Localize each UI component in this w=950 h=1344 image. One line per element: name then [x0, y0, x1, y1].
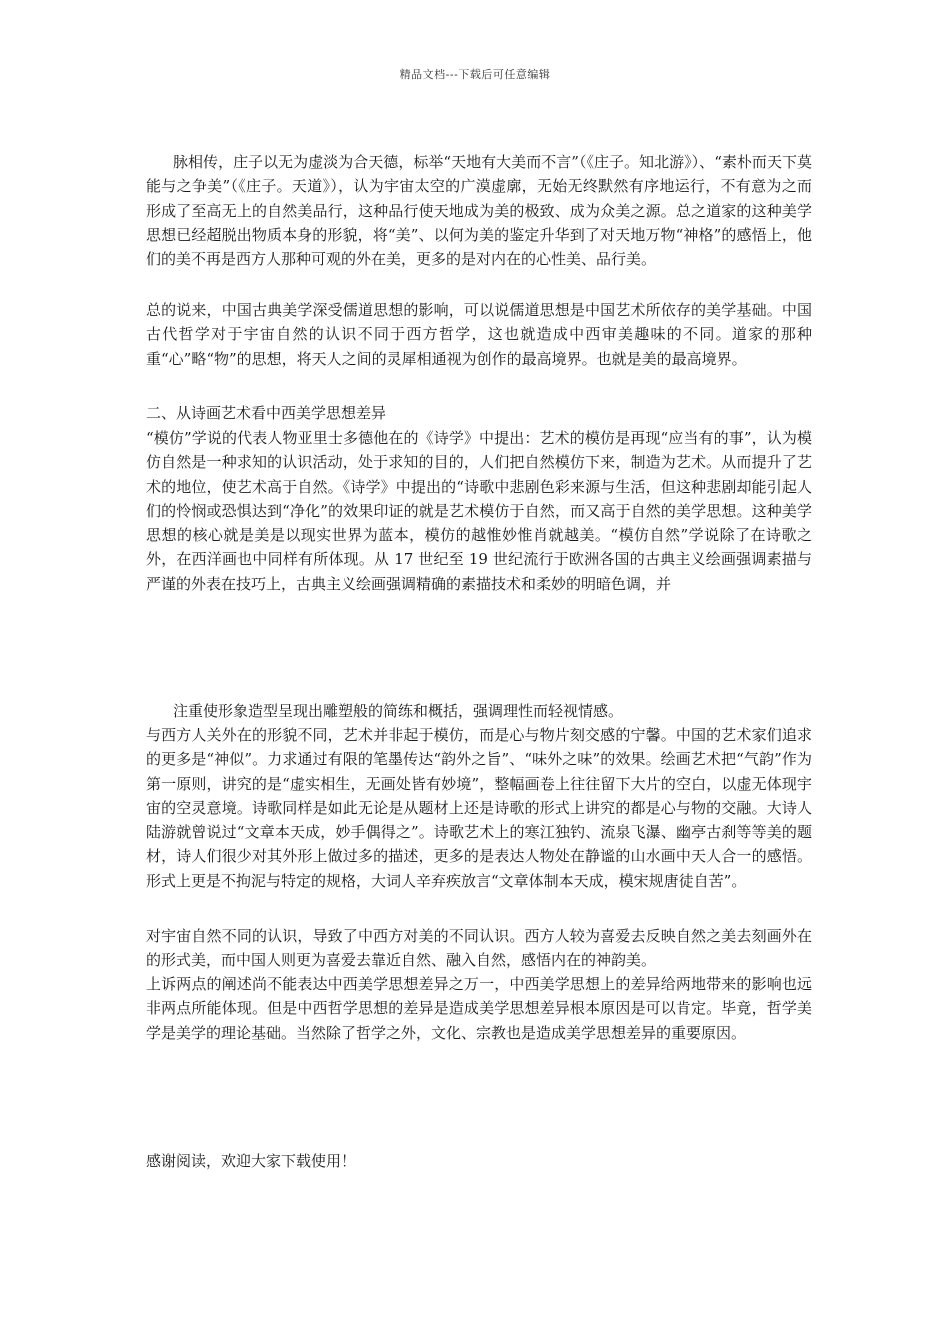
section-heading: 二、从诗画艺术看中西美学思想差异 [146, 404, 387, 422]
thanks-note: 感谢阅读，欢迎大家下载使用！ [146, 1152, 357, 1170]
page-header: 精品文档---下载后可任意编辑 [399, 68, 551, 81]
paragraph-nature-views: 对宇宙自然不同的认识，导致了中西方对美的不同认识。西方人较为喜爱去反映自然之美去刻画外在的形式美，而中国人则更为喜爱去靠近自然、融入自然，感悟内在的神韵美。 [146, 927, 812, 970]
paragraph-imitation-theory: “模仿”学说的代表人物亚里士多德他在的《诗学》中提出：艺术的模仿是再现“应当有的事”，认为模仿自然是一种求知的认识活动，处于求知的目的，人们把自然模仿下来，制造为艺术。从而提升了艺术的地位，使艺术高于自然。《诗学》中提出的“诗歌中悲剧色彩来源与生活，但这种悲剧却能引起人们的怜悯或恐惧达到“净化”的效果印证的就是艺术模仿于自然，而又高于自然的美学思想。这种美学思想的核心就是美是以现实世界为蓝本，模仿的越惟妙惟肖就越美。“模仿自然”学说除了在诗歌之外，在西洋画也中同样有所体现。从 17 世纪至 19 世纪流行于欧洲各国的古典主义绘画强调素描与严谨的外表在技巧上，古典主义绘画强调精确的素描技术和柔妙的明暗色调，并 [146, 429, 812, 593]
paragraph-daoist-aesthetics: 脉相传，庄子以无为虚淡为合天德，标举“天地有大美而不言”（《庄子。知北游》）、“素朴而天下莫能与之争美”（《庄子。天道》），认为宇宙太空的广漠虚廓，无始无终默然有序地运行，不有意为之而形成了至高无上的自然美品行，这种品行使天地成为美的极致、成为众美之源。总之道家的这种美学思想已经超脱出物质本身的形貌，将“美”、以何为美的鉴定升华到了对天地万物“神格”的感悟上，他们的美不再是西方人那种可观的外在美，更多的是对内在的心性美、品行美。 [146, 153, 812, 269]
paragraph-chinese-art: 与西方人关外在的形貌不同，艺术并非起于模仿，而是心与物片刻交感的宁馨。中国的艺术家们追求的更多是“神似”。力求通过有限的笔墨传达“韵外之旨”、“味外之味”的效果。绘画艺术把“气韵”作为第一原则，讲究的是“虚实相生，无画处皆有妙境”，整幅画卷上往往留下大片的空白，以虚无体现宇宙的空灵意境。诗歌同样是如此无论是从题材上还是诗歌的形式上讲究的都是心与物的交融。大诗人陆游就曾说过“文章本天成，妙手偶得之”。诗歌艺术上的寒江独钓、流泉飞瀑、幽亭古刹等等美的题材，诗人们很少对其外形上做过多的描述，更多的是表达人物处在静谧的山水画中天人合一的感悟。形式上更是不拘泥与特定的规格，大词人辛弃疾放言“文章体制本天成，模宋规唐徒自苦”。 [146, 726, 812, 890]
paragraph-conclusion: 上诉两点的阐述尚不能表达中西美学思想差异之万一，中西美学思想上的差异给两地带来的影响也远非两点所能体现。但是中西哲学思想的差异是造成美学思想差异根本原因是可以肯定。毕竟，哲学美学是美学的理论基础。当然除了哲学之外，文化、宗教也是造成美学思想差异的重要原因。 [146, 975, 812, 1042]
paragraph-summary: 总的说来，中国古典美学深受儒道思想的影响，可以说儒道思想是中国艺术所依存的美学基础。中国古代哲学对于宇宙自然的认识不同于西方哲学，这也就造成中西审美趣味的不同。道家的那种重“心”略“物”的思想，将天人之间的灵犀相通视为创作的最高境界。也就是美的最高境界。 [146, 301, 812, 368]
paragraph-classicism-continued: 注重使形象造型呈现出雕塑般的简练和概括，强调理性而轻视情感。 [173, 702, 624, 720]
